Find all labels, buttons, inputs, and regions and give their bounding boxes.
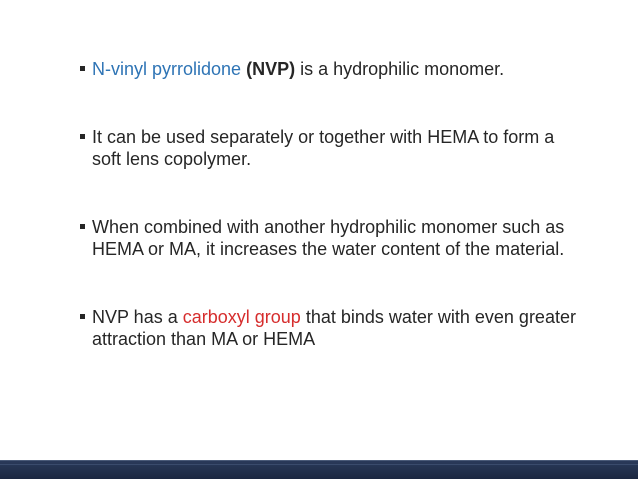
text-segment: It can be used separately or together with HEMA to form a soft lens copolymer. — [92, 127, 555, 169]
bullet-carboxyl-group — [78, 306, 578, 350]
text-segment: is a hydrophilic monomer. — [295, 59, 505, 79]
text-segment: When combined with another hydrophilic monomer such as HEMA or MA, it increases the water content of the material. — [92, 217, 565, 259]
bullet-nvp-definition — [78, 58, 578, 80]
term-n-vinyl-pyrrolidone: N-vinyl pyrrolidone — [92, 59, 242, 79]
bullet-water-content — [78, 216, 578, 260]
term-carboxyl-group: carboxyl group — [182, 307, 301, 327]
term-nvp-abbrev: (NVP) — [246, 59, 296, 79]
square-bullet-icon — [80, 134, 85, 139]
bullet-hema-copolymer — [78, 126, 578, 170]
bullet-list — [78, 58, 578, 350]
square-bullet-icon — [80, 224, 85, 229]
text-segment: NVP has a — [92, 307, 183, 327]
footer-stripe — [0, 464, 638, 465]
square-bullet-icon — [80, 66, 85, 71]
footer-bar — [0, 460, 638, 479]
text-segment: that binds water with even greater attraction than MA or HEMA — [92, 307, 576, 349]
square-bullet-icon — [80, 314, 85, 319]
